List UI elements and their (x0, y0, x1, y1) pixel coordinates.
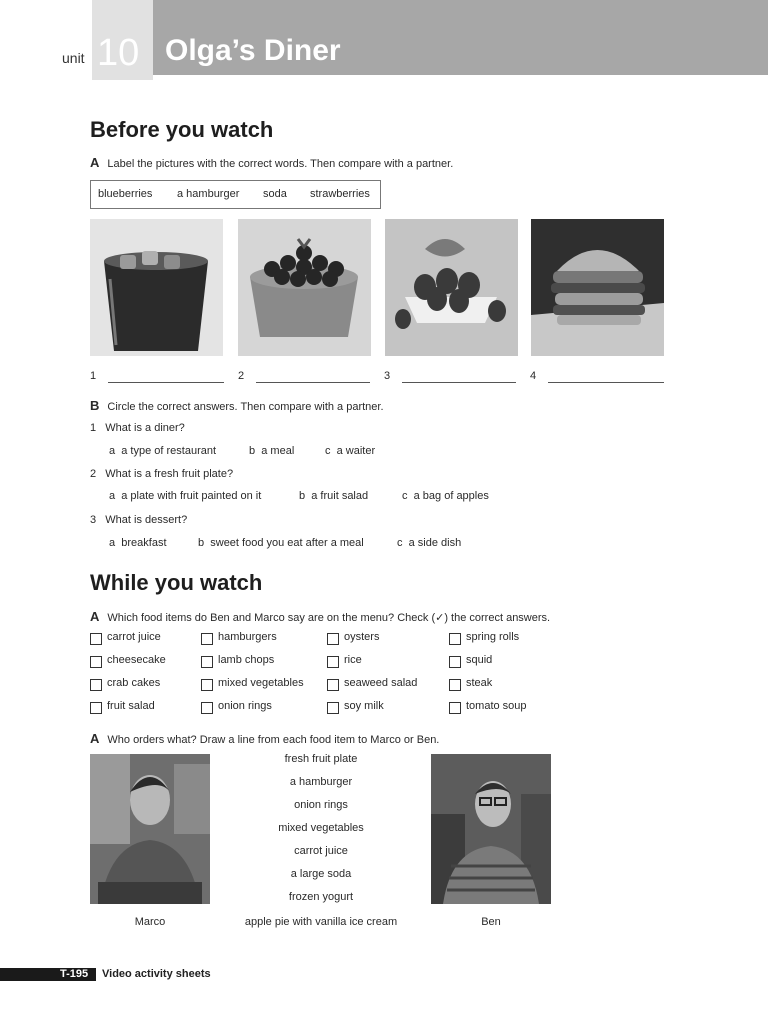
checkbox[interactable] (449, 656, 461, 668)
checkbox[interactable] (201, 633, 213, 645)
option-letter: c (325, 445, 331, 457)
page-title: Olga’s Diner (165, 34, 341, 67)
answer-option[interactable] (109, 537, 167, 549)
footer-label: Video activity sheets (102, 968, 211, 980)
unit-number: 10 (97, 32, 140, 74)
food-item[interactable]: a hamburger (289, 776, 353, 788)
option-letter: c (402, 490, 408, 502)
option-letter: a (109, 537, 116, 549)
answer-option[interactable] (109, 490, 261, 502)
while-exercise-a-instruction (90, 609, 550, 624)
food-item[interactable]: fresh fruit plate (284, 753, 358, 765)
exercise-letter: A (90, 731, 100, 746)
option-text: a fruit salad (311, 490, 369, 502)
checkbox[interactable] (449, 702, 461, 714)
option-letter: a (109, 445, 116, 457)
while-exercise-a2-instruction (90, 731, 439, 746)
unit-label: unit (62, 50, 85, 66)
checkbox-label: cheesecake (107, 654, 166, 666)
food-item[interactable]: mixed vegetables (278, 822, 364, 834)
answer-option[interactable] (299, 490, 368, 502)
exercise-letter: A (90, 609, 100, 624)
answer-blank[interactable] (402, 382, 516, 383)
checkbox[interactable] (327, 679, 339, 691)
question-number: 3 (90, 514, 97, 526)
checkbox[interactable] (90, 702, 102, 714)
checkbox-label: fruit salad (107, 700, 155, 712)
question (90, 514, 187, 526)
checkbox-label: tomato soup (466, 700, 527, 712)
question-text: What is dessert? (105, 514, 188, 526)
word-box (90, 180, 381, 209)
question-text: What is a fresh fruit plate? (105, 468, 234, 480)
exercise-b-instruction (90, 398, 384, 413)
checkbox-label: soy milk (344, 700, 384, 712)
answer-option[interactable] (402, 490, 489, 502)
checkbox[interactable] (201, 656, 213, 668)
option-letter: b (299, 490, 306, 502)
answer-option[interactable] (325, 445, 375, 457)
strawberries-photo (385, 219, 518, 356)
checkbox[interactable] (201, 702, 213, 714)
word-box-item: a hamburger (177, 188, 240, 200)
exercise-letter: B (90, 398, 100, 413)
instruction-text: Circle the correct answers. Then compare with a partner. (107, 401, 384, 413)
word-box-item: soda (263, 188, 287, 200)
checkbox-label: steak (466, 677, 493, 689)
soda-photo (90, 219, 223, 356)
picture-number: 4 (530, 370, 537, 382)
answer-option[interactable] (249, 445, 294, 457)
option-text: a bag of apples (413, 490, 489, 502)
checkbox-label: oysters (344, 631, 380, 643)
answer-option[interactable] (397, 537, 461, 549)
checkbox[interactable] (327, 633, 339, 645)
option-text: a plate with fruit painted on it (121, 490, 262, 502)
instruction-text: Who orders what? Draw a line from each food item to Marco or Ben. (107, 734, 440, 746)
picture-number: 3 (384, 370, 391, 382)
option-text: a type of restaurant (121, 445, 217, 457)
answer-blank[interactable] (548, 382, 664, 383)
exercise-a-instruction (90, 155, 453, 170)
checkbox-label: carrot juice (107, 631, 161, 643)
word-box-item: blueberries (98, 188, 153, 200)
option-text: sweet food you eat after a meal (210, 537, 364, 549)
checkbox-label: lamb chops (218, 654, 275, 666)
checkbox-label: spring rolls (466, 631, 520, 643)
checkbox[interactable] (90, 679, 102, 691)
page-number: T-195 (60, 968, 89, 980)
option-text: a meal (261, 445, 295, 457)
question-text: What is a diner? (105, 422, 185, 434)
option-letter: b (198, 537, 205, 549)
question (90, 422, 185, 434)
picture-number: 1 (90, 370, 97, 382)
marco-photo (90, 754, 210, 904)
checkbox-label: rice (344, 654, 362, 666)
food-item[interactable]: apple pie with vanilla ice cream (244, 916, 398, 928)
exercise-letter: A (90, 155, 100, 170)
checkbox-label: mixed vegetables (218, 677, 304, 689)
while-you-watch-heading: While you watch (90, 570, 263, 595)
answer-blank[interactable] (108, 382, 224, 383)
picture-number: 2 (238, 370, 245, 382)
checkbox[interactable] (90, 656, 102, 668)
checkbox-label: onion rings (218, 700, 272, 712)
option-letter: a (109, 490, 116, 502)
option-letter: b (249, 445, 256, 457)
checkbox-label: squid (466, 654, 493, 666)
checkbox-label: crab cakes (107, 677, 161, 689)
food-item[interactable]: carrot juice (294, 845, 348, 857)
checkbox-label: seaweed salad (344, 677, 418, 689)
answer-blank[interactable] (256, 382, 370, 383)
food-item[interactable]: onion rings (294, 799, 348, 811)
question-number: 2 (90, 468, 97, 480)
food-item[interactable]: frozen yogurt (288, 891, 354, 903)
checkbox[interactable] (201, 679, 213, 691)
question-number: 1 (90, 422, 97, 434)
word-box-item: strawberries (310, 188, 370, 200)
option-text: breakfast (121, 537, 167, 549)
before-you-watch-heading: Before you watch (90, 117, 274, 142)
answer-option[interactable] (109, 445, 216, 457)
person-label-marco: Marco (134, 916, 166, 928)
hamburger-photo (531, 219, 664, 356)
option-letter: c (397, 537, 403, 549)
checkbox-label: hamburgers (218, 631, 277, 643)
checkbox[interactable] (449, 633, 461, 645)
option-text: a side dish (408, 537, 462, 549)
checkbox[interactable] (90, 633, 102, 645)
blueberries-photo (238, 219, 371, 356)
checkbox[interactable] (327, 702, 339, 714)
checkbox[interactable] (449, 679, 461, 691)
answer-option[interactable] (198, 537, 364, 549)
food-item[interactable]: a large soda (290, 868, 352, 880)
ben-photo (431, 754, 551, 904)
instruction-text: Label the pictures with the correct words. Then compare with a partner. (107, 158, 454, 170)
question (90, 468, 233, 480)
instruction-text: Which food items do Ben and Marco say are on the menu? Check (✓) the correct answers. (107, 612, 551, 624)
option-text: a waiter (336, 445, 376, 457)
person-label-ben: Ben (481, 916, 501, 928)
checkbox[interactable] (327, 656, 339, 668)
